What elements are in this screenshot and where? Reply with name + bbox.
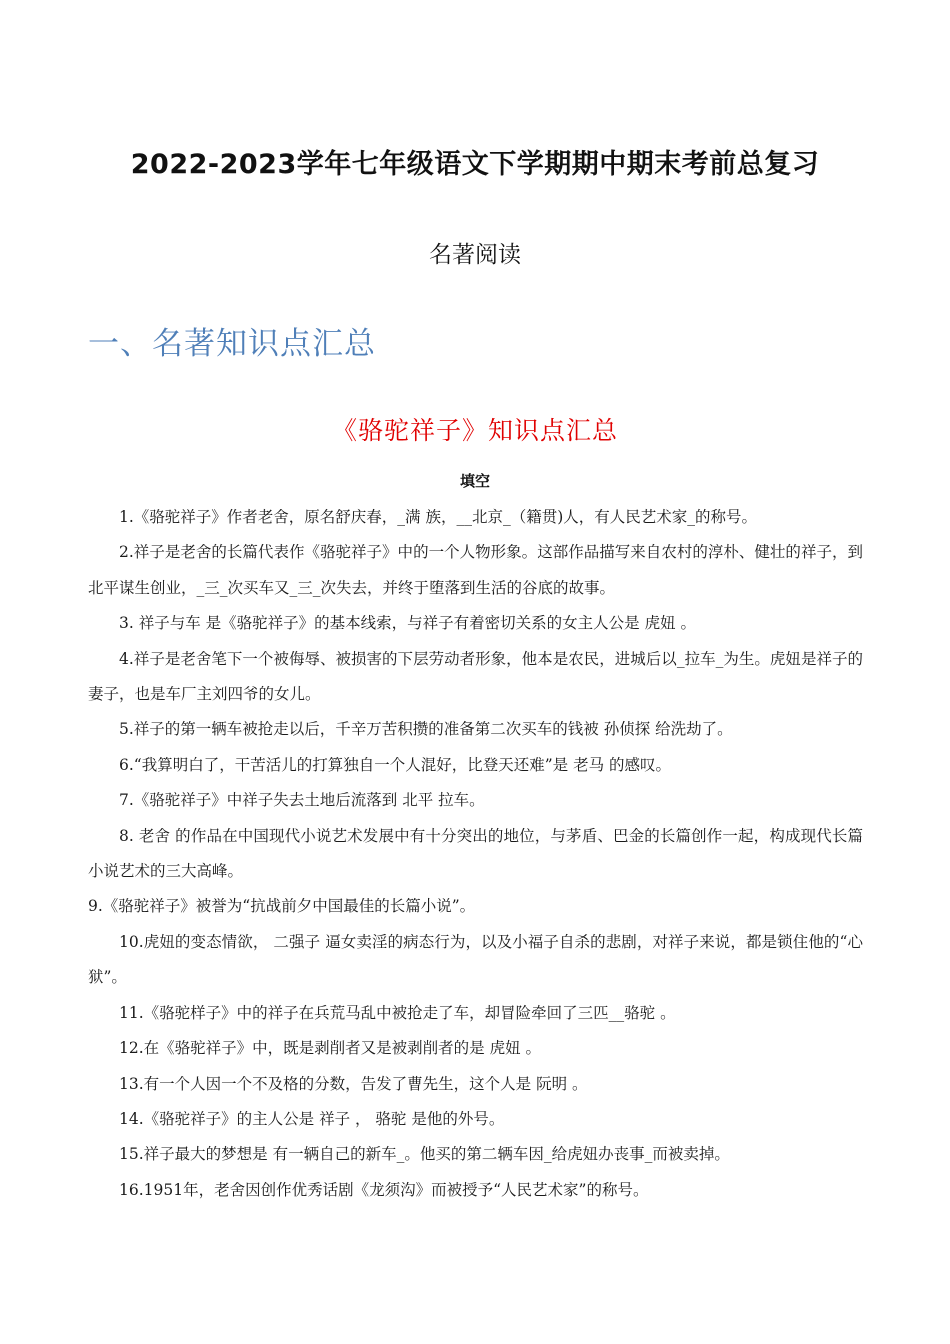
question-item-11: 11.《骆驼样子》中的祥子在兵荒马乱中被抢走了车，却冒险牵回了三匹__骆驼 。 <box>119 1003 676 1022</box>
question-list <box>88 500 863 1208</box>
section-heading: 一、名著知识点汇总 <box>88 326 376 362</box>
book-heading: 《骆驼祥子》知识点汇总 <box>331 416 618 445</box>
document-title: 2022-2023学年七年级语文下学期期中期末考前总复习 <box>130 149 820 180</box>
question-item-13: 13.有一个人因一个不及格的分数，告发了曹先生，这个人是 阮明 。 <box>119 1074 588 1093</box>
question-item-12: 12.在《骆驼祥子》中，既是剥削者又是被剥削者的是 虎妞 。 <box>119 1039 542 1058</box>
question-item-15: 15.祥子最大的梦想是 有一辆自己的新车_。他买的第二辆车因_给虎妞办丧事_而被卖掉。 <box>119 1145 730 1164</box>
question-item-7: 7.《骆驼祥子》中祥子失去土地后流落到 北平 拉车。 <box>119 791 485 810</box>
fill-in-label: 填空 <box>459 472 490 490</box>
question-item-16: 16.1951年，老舍因创作优秀话剧《龙须沟》而被授予“人民艺术家”的称号。 <box>119 1180 649 1199</box>
question-item-10: 10.虎妞的变态情欲， 二强子 逼女卖淫的病态行为，以及小福子自杀的悲剧，对祥子来说，都是锁住他的“心狱”。 <box>88 932 863 987</box>
question-item-4: 4.祥子是老舍笔下一个被侮辱、被损害的下层劳动者形象，他本是农民，进城后以_拉车_为生。虎妞是祥子的妻子，也是车厂主刘四爷的女儿。 <box>88 649 863 704</box>
question-item-2: 2.祥子是老舍的长篇代表作《骆驼祥子》中的一个人物形象。这部作品描写来自农村的淳朴、健壮的祥子，到北平谋生创业，_三_次买车又_三_次失去，并终于堕落到生活的谷底的故事。 <box>88 543 863 597</box>
question-item-14: 14.《骆驼祥子》的主人公是 祥子 ， 骆驼 是他的外号。 <box>119 1109 505 1128</box>
document-subtitle: 名著阅读 <box>429 242 521 268</box>
question-item-5: 5.祥子的第一辆车被抢走以后，千辛万苦积攒的准备第二次买车的钱被 孙侦探 给洗劫了。 <box>119 720 733 739</box>
question-item-6: 6.“我算明白了，干苦活儿的打算独自一个人混好，比登天还难”是 老马 的感叹。 <box>119 755 671 774</box>
question-item-8: 8. 老舍 的作品在中国现代小说艺术发展中有十分突出的地位，与茅盾、巴金的长篇创作一起，构成现代长篇小说艺术的三大高峰。 <box>88 826 863 881</box>
question-item-1: 1.《骆驼祥子》作者老舍，原名舒庆春，_满 族，__北京_（籍贯)人，有人民艺术家_的称号。 <box>119 508 758 526</box>
question-item-9: 9.《骆驼祥子》被誉为“抗战前夕中国最佳的长篇小说”。 <box>88 897 476 916</box>
question-item-3: 3. 祥子与车 是《骆驼祥子》的基本线索，与祥子有着密切关系的女主人公是 虎妞 。 <box>119 614 696 633</box>
